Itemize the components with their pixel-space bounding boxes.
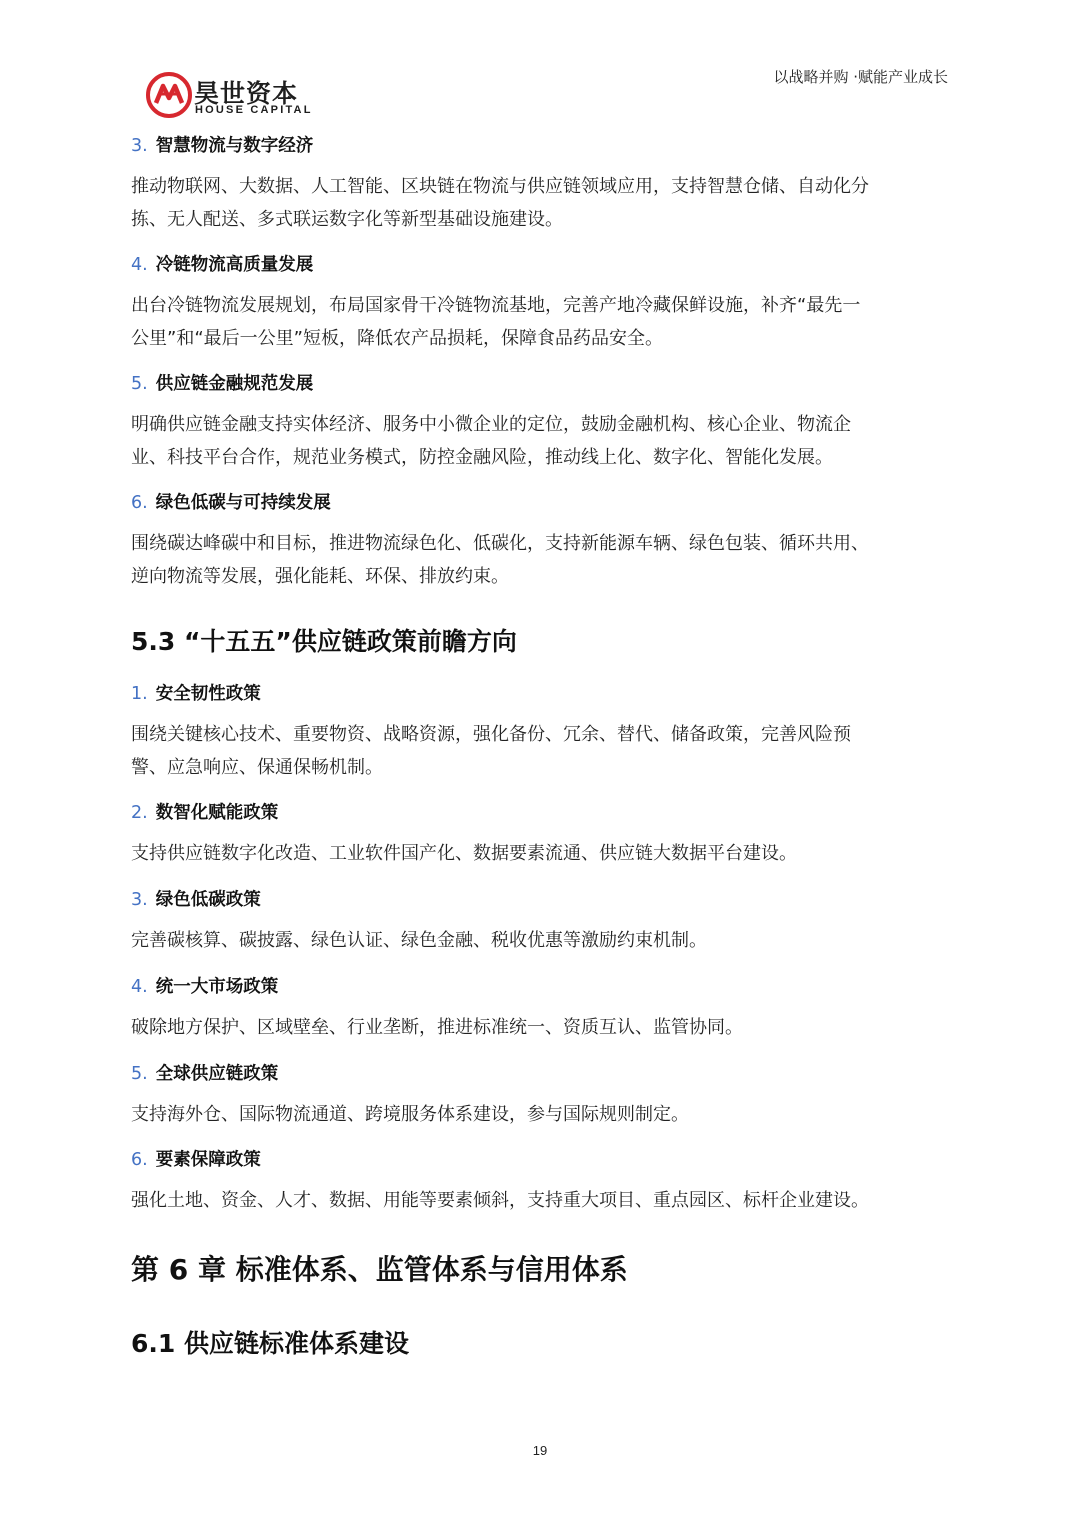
item-heading (131, 973, 951, 998)
paragraph (131, 1011, 951, 1044)
item-number: 6. (131, 493, 148, 513)
item-heading (131, 680, 951, 705)
paragraph-line: 出台冷链物流发展规划，布局国家骨干冷链物流基地，完善产地冷藏保鲜设施，补齐“最先一 (131, 295, 861, 316)
paragraph-line: 拣、无人配送、多式联运数字化等新型基础设施建设。 (131, 209, 563, 230)
paragraph-line: 明确供应链金融支持实体经济、服务中小微企业的定位，鼓励金融机构、核心企业、物流企 (131, 414, 851, 435)
paragraph (131, 289, 951, 355)
list-item (131, 680, 951, 705)
item-heading (131, 132, 951, 157)
page-number: 19 (532, 1443, 548, 1458)
item-heading (131, 1146, 951, 1171)
item-title: 冷链物流高质量发展 (155, 255, 314, 275)
paragraph-line: 业、科技平台合作，规范业务模式，防控金融风险，推动线上化、数字化、智能化发展。 (131, 447, 833, 468)
item-heading (131, 251, 951, 276)
item-number: 4. (131, 255, 148, 275)
item-heading (131, 1060, 951, 1085)
item-number: 5. (131, 1064, 148, 1084)
section-heading (131, 622, 951, 658)
item-number: 4. (131, 977, 148, 997)
item-title: 全球供应链政策 (155, 1064, 279, 1084)
paragraph-line: 完善碳核算、碳披露、绿色认证、绿色金融、税收优惠等激励约束机制。 (131, 930, 707, 951)
paragraph (131, 408, 951, 474)
paragraph (131, 924, 951, 957)
item-title: 绿色低碳政策 (155, 890, 261, 910)
paragraph (131, 837, 951, 870)
list-item (131, 1060, 951, 1085)
paragraph-line: 围绕关键核心技术、重要物资、战略资源，强化备份、冗余、替代、储备政策，完善风险预 (131, 724, 851, 745)
item-number: 3. (131, 890, 148, 910)
item-heading (131, 370, 951, 395)
item-title: 智慧物流与数字经济 (155, 136, 314, 156)
item-heading (131, 799, 951, 824)
paragraph-line: 围绕碳达峰碳中和目标，推进物流绿色化、低碳化，支持新能源车辆、绿色包装、循环共用、 (131, 533, 869, 554)
chapter-title: 第 6 章 标准体系、监管体系与信用体系 (131, 1253, 628, 1286)
item-title: 要素保障政策 (155, 1150, 261, 1170)
item-heading (131, 489, 951, 514)
item-title: 安全韧性政策 (155, 684, 261, 704)
page-header (0, 0, 1080, 130)
item-title: 供应链金融规范发展 (155, 374, 314, 394)
item-number: 6. (131, 1150, 148, 1170)
paragraph-line: 逆向物流等发展，强化能耗、环保、排放约束。 (131, 566, 509, 587)
item-title: 统一大市场政策 (155, 977, 279, 997)
paragraph-line: 公里”和“最后一公里”短板，降低农产品损耗，保障食品药品安全。 (131, 328, 663, 349)
item-heading (131, 886, 951, 911)
item-number: 1. (131, 684, 148, 704)
list-item (131, 132, 951, 157)
item-number: 3. (131, 136, 148, 156)
paragraph (131, 527, 951, 593)
list-item (131, 370, 951, 395)
header-tagline: 以战略并购 ·赋能产业成长 (773, 68, 948, 86)
chapter-heading (131, 1248, 951, 1288)
list-item (131, 886, 951, 911)
paragraph-line: 支持海外仓、国际物流通道、跨境服务体系建设，参与国际规则制定。 (131, 1104, 689, 1125)
paragraph-line: 警、应急响应、保通保畅机制。 (131, 757, 383, 778)
item-number: 5. (131, 374, 148, 394)
section-heading (131, 1324, 951, 1360)
house-capital-logo-icon (146, 72, 192, 118)
company-logo (146, 72, 316, 122)
item-number: 2. (131, 803, 148, 823)
item-title: 数智化赋能政策 (155, 803, 279, 823)
paragraph-line: 强化土地、资金、人才、数据、用能等要素倾斜，支持重大项目、重点园区、标杆企业建设。 (131, 1190, 869, 1211)
list-item (131, 251, 951, 276)
item-title: 绿色低碳与可持续发展 (155, 493, 331, 513)
list-item (131, 489, 951, 514)
logo-text-en: HOUSE CAPITAL (195, 104, 313, 116)
paragraph-line: 推动物联网、大数据、人工智能、区块链在物流与供应链领域应用，支持智慧仓储、自动化分 (131, 176, 869, 197)
section-title: 6.1 供应链标准体系建设 (131, 1329, 409, 1358)
paragraph (131, 1098, 951, 1131)
list-item (131, 973, 951, 998)
paragraph-line: 支持供应链数字化改造、工业软件国产化、数据要素流通、供应链大数据平台建设。 (131, 843, 797, 864)
logo-text-cn: 昊世资本 (194, 79, 299, 108)
list-item (131, 1146, 951, 1171)
paragraph (131, 718, 951, 784)
paragraph-line: 破除地方保护、区域壁垒、行业垄断，推进标准统一、资质互认、监管协同。 (131, 1017, 743, 1038)
list-item (131, 799, 951, 824)
section-title: 5.3 “十五五”供应链政策前瞻方向 (131, 627, 517, 656)
paragraph (131, 170, 951, 236)
paragraph (131, 1184, 951, 1217)
